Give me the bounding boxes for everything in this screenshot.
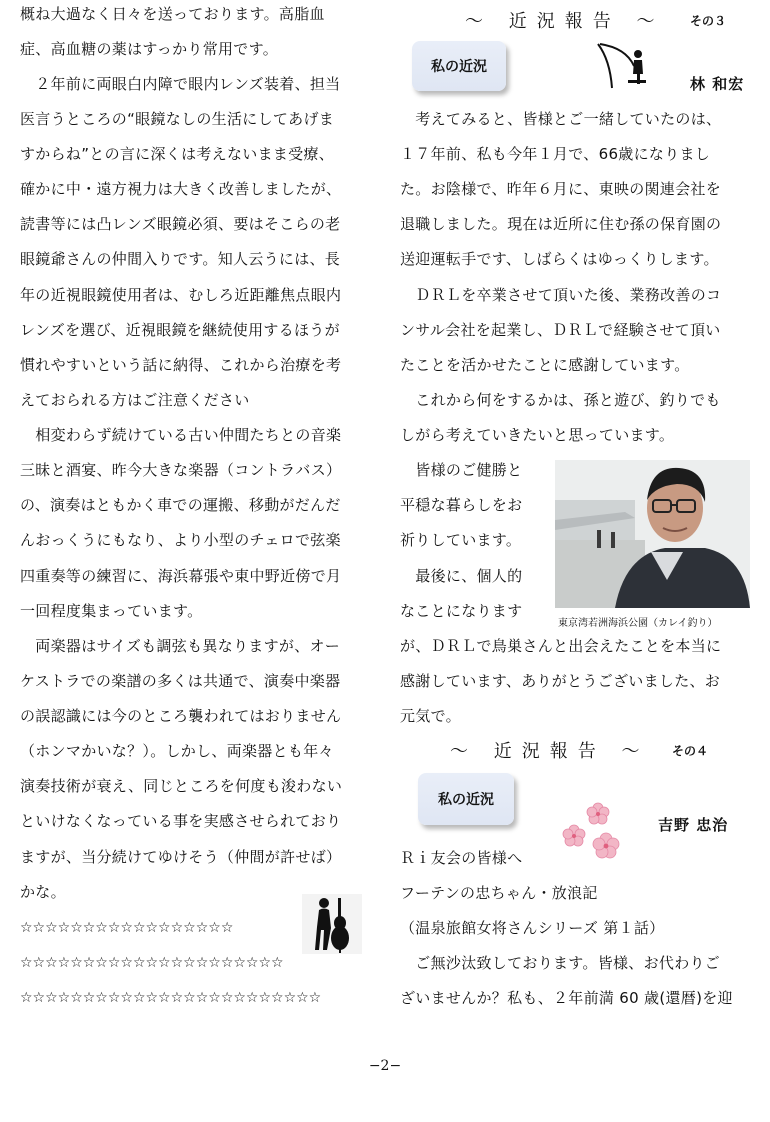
- right-text-line: 最後に、個人的: [400, 567, 523, 585]
- left-text-line: 相変わらず続けている古い仲間たちとの音楽: [20, 426, 342, 444]
- left-text-line: 年の近視眼鏡使用者は、むしろ近距離焦点眼内: [20, 286, 342, 304]
- right-text-line: ご無沙汰致しております。皆様、お代わりご: [400, 954, 721, 972]
- my-status-badge: 私の近況: [412, 41, 506, 91]
- author-name: 林 和宏: [690, 75, 745, 93]
- left-text-line: 慣れやすいという話に納得、これから治療を考: [20, 356, 342, 374]
- right-text-line: 考えてみると、皆様とご一緒していたのは、: [400, 110, 722, 128]
- photo-caption: 東京湾若洲海浜公園（カレイ釣り）: [558, 618, 718, 629]
- section-number: その４: [672, 744, 709, 758]
- right-text-line: ＤＲＬを卒業させて頂いた後、業務改善のコ: [400, 286, 722, 304]
- star-divider: ☆☆☆☆☆☆☆☆☆☆☆☆☆☆☆☆☆☆☆☆☆☆☆☆: [20, 990, 322, 1006]
- section-number: その３: [690, 14, 727, 28]
- right-text-line: （温泉旅館女将さんシリーズ 第１話）: [400, 919, 665, 937]
- section-heading: ～ 近況報告 ～: [465, 11, 665, 32]
- star-divider: ☆☆☆☆☆☆☆☆☆☆☆☆☆☆☆☆☆: [20, 920, 234, 936]
- section-heading: ～ 近況報告 ～: [450, 741, 650, 762]
- left-text-line: ２年前に両眼白内障で眼内レンズ装着、担当: [20, 75, 341, 93]
- left-text-line: 読書等には凸レンズ眼鏡必須、要はそこらの老: [20, 215, 341, 233]
- left-text-line: かな。: [20, 883, 66, 901]
- right-text-line: 元気で。: [400, 707, 461, 725]
- left-text-line: えておられる方はご注意ください: [20, 391, 250, 409]
- left-text-line: 眼鏡爺さんの仲間入りです。知人云うには、長: [20, 250, 341, 268]
- left-text-line: 三昧と酒宴、昨今大きな楽器（コントラバス）: [20, 461, 342, 479]
- left-text-line: ケストラでの楽譜の多くは共通で、演奏中楽器: [20, 672, 341, 690]
- left-text-line: 一回程度集まっています。: [20, 602, 203, 620]
- right-text-line: しがら考えていきたいと思っています。: [400, 426, 675, 444]
- right-text-line: フーテンの忠ちゃん・放浪記: [400, 884, 598, 902]
- right-text-line: た。お陰様で、昨年６月に、東映の関連会社を: [400, 180, 722, 198]
- left-text-line: といけなくなっている事を実感させられており: [20, 812, 342, 830]
- left-text-line: 確かに中・遠方視力は大きく改善しましたが、: [20, 180, 342, 198]
- right-text-line: 送迎運転手です、しばらくはゆっくりします。: [400, 250, 719, 268]
- left-text-line: ますが、当分続けてゆけそう（仲間が許せば）: [20, 848, 342, 866]
- portrait-photo: [555, 460, 750, 608]
- fishing-person-icon: [596, 40, 650, 90]
- left-text-line: 概ね大過なく日々を送っております。高脂血: [20, 5, 325, 23]
- my-status-badge: 私の近況: [418, 773, 514, 825]
- left-text-line: 四重奏等の練習に、海浜幕張や東中野近傍で月: [20, 567, 342, 585]
- right-text-line: Ｒｉ友会の皆様へ: [400, 849, 523, 867]
- right-text-line: これから何をするかは、孫と遊び、釣りでも: [400, 391, 721, 409]
- right-text-line: 平穏な暮らしをお: [400, 496, 523, 514]
- left-text-line: （ホンマかいな？）。しかし、両楽器とも年々: [20, 742, 334, 760]
- right-text-line: 皆様のご健勝と: [400, 461, 523, 479]
- left-text-line: んおっくうにもなり、より小型のチェロで弦楽: [20, 531, 341, 549]
- right-text-line: 退職しました。現在は近所に住む孫の保育園の: [400, 215, 722, 233]
- left-text-line: 医言うところの“眼鏡なしの生活にしてあげま: [20, 110, 335, 128]
- left-text-line: の、演奏はともかく車での運搬、移動がだんだ: [20, 496, 341, 514]
- left-text-line: 演奏技術が衰え、同じところを何度も浚わない: [20, 777, 343, 795]
- left-text-line: すからね”との言に深くは考えないまま受療、: [20, 145, 335, 163]
- right-text-line: たことを活かせたことに感謝しています。: [400, 356, 690, 374]
- right-text-line: なことになります: [400, 602, 523, 620]
- right-text-line: ざいませんか？私も、２年前満 60 歳(還暦)を迎: [400, 989, 733, 1007]
- contrabass-player-icon: [302, 894, 362, 954]
- right-text-line: １７年前、私も今年１月で、66歳になりまし: [400, 145, 711, 163]
- star-divider: ☆☆☆☆☆☆☆☆☆☆☆☆☆☆☆☆☆☆☆☆☆: [20, 955, 284, 971]
- left-text-line: の誤認識には今のところ襲われてはおりません: [20, 707, 342, 725]
- author-name: 吉野 忠治: [658, 816, 729, 834]
- sakura-flowers-icon: [562, 800, 628, 866]
- page-number: −2−: [368, 1058, 402, 1074]
- right-text-line: が、ＤＲＬで鳥巣さんと出会えたことを本当に: [400, 637, 722, 655]
- right-text-line: ンサル会社を起業し、ＤＲＬで経験させて頂い: [400, 321, 721, 339]
- right-text-line: 祈りしています。: [400, 531, 522, 549]
- right-text-line: 感謝しています、ありがとうございました、お: [400, 672, 721, 690]
- left-text-line: 症、高血糖の薬はすっかり常用です。: [20, 40, 279, 58]
- left-text-line: レンズを選び、近視眼鏡を継続使用するほうが: [20, 321, 340, 339]
- left-text-line: 両楽器はサイズも調弦も異なりますが、オー: [20, 637, 341, 655]
